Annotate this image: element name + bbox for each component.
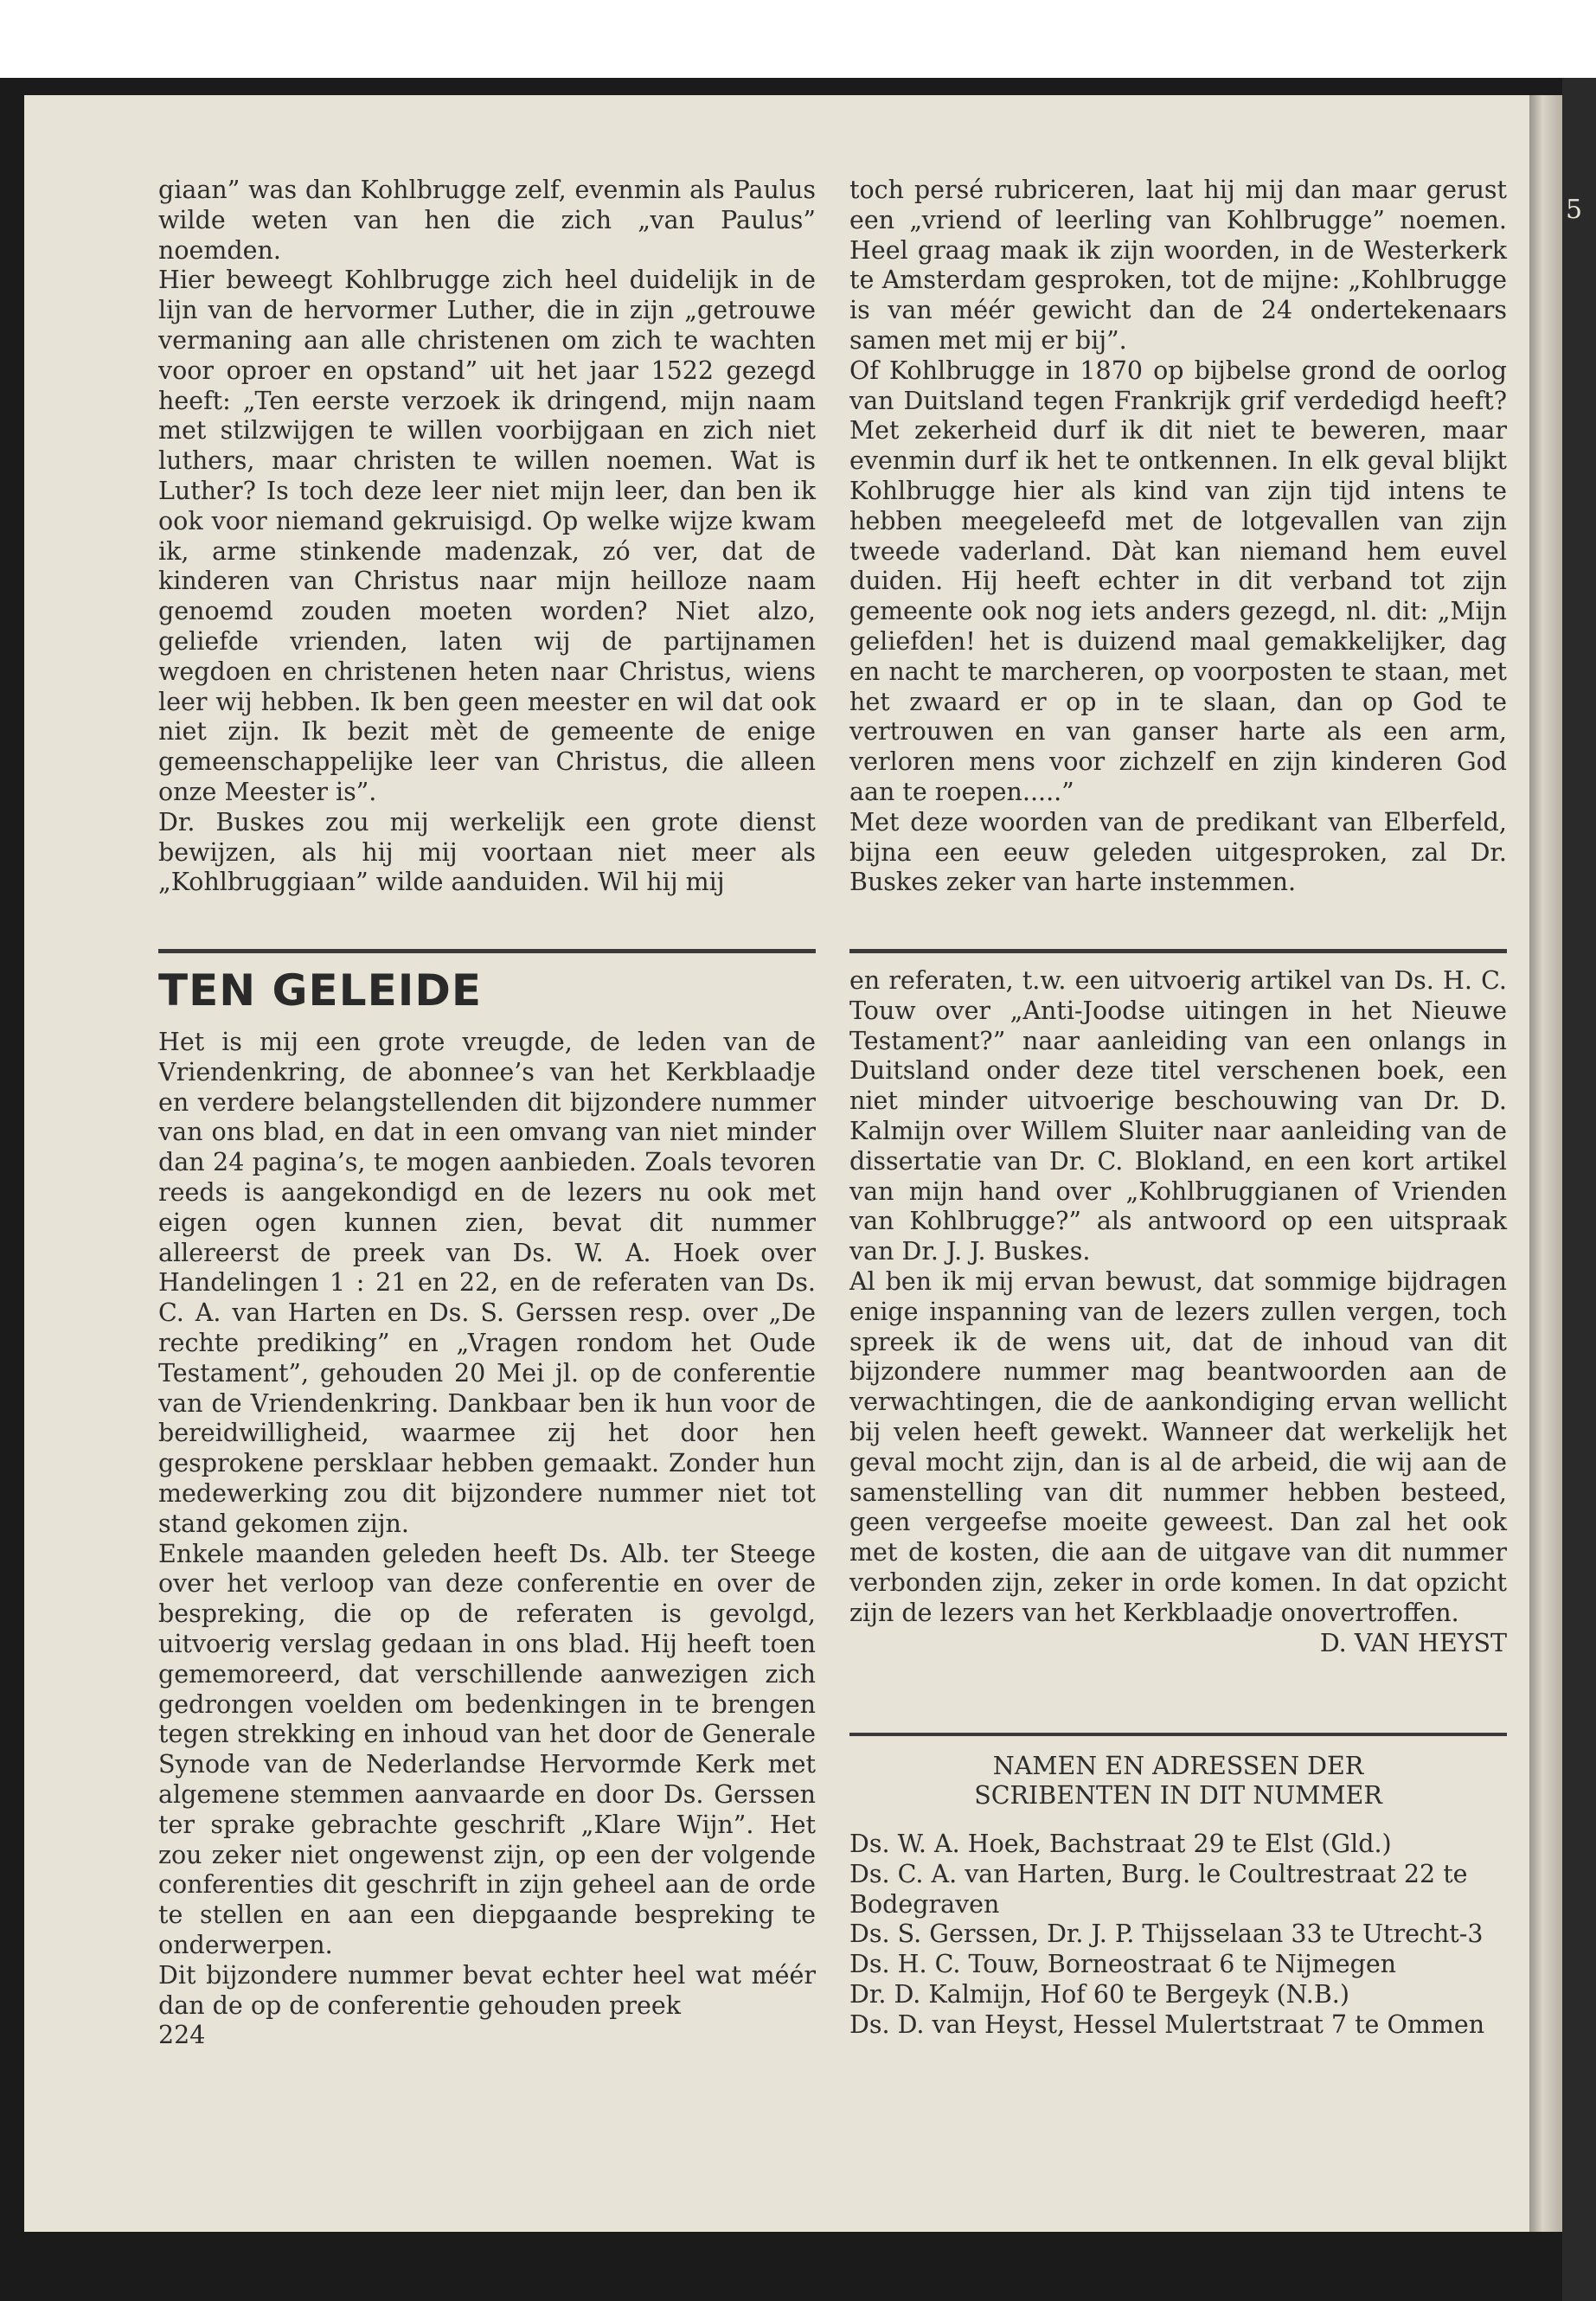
section-divider-left xyxy=(158,949,816,953)
article-continuation-left xyxy=(158,176,816,898)
paragraph: Al ben ik mij ervan bewust, dat sommige bijdragen enige inspanning van de lezers zullen vergen, toch spreek ik de wens uit, dat de inhoud van dit bijzondere nummer mag beantwoorden aan de verwachtingen, die de aankondiging ervan wellicht bij velen heeft gewekt. Wanneer dat werkelijk het geval mocht zijn, dan is al de arbeid, die wij aan de samenstelling van dit nummer hebben besteed, geen vergeefse moeite geweest. Dan zal het ook met de kosten, die aan de uitgave van dit nummer verbonden zijn, zeker in orde komen. In dat opzicht zijn de lezers van het Kerkblaadje onovertroffen. xyxy=(849,1266,1507,1627)
paragraph: Dit bijzondere nummer bevat echter heel wat méér dan de op de conferentie gehouden preek xyxy=(158,1960,816,2020)
paragraph: toch persé rubriceren, laat hij mij dan maar gerust een „vriend of leerling van Kohlbrugge” noemen. Heel graag maak ik zijn woorden, in de Westerkerk te Amsterdam gesproken, tot de mijne: „Kohlbrugge is van méér gewicht dan de 24 ondertekenaars samen met mij er bij”. xyxy=(849,176,1507,355)
section-heading: TEN GELEIDE xyxy=(158,965,482,1016)
names-title-line: NAMEN EN ADRESSEN DER xyxy=(992,1752,1364,1780)
paragraph: Met deze woorden van de predikant van Elberfeld, bijna een eeuw geleden uitgesproken, zal Dr. Buskes zeker van harte instemmen. xyxy=(849,807,1507,897)
ten-geleide-left xyxy=(158,1028,816,2051)
address-entry: Ds. S. Gerssen, Dr. J. P. Thijsselaan 33 te Utrecht-3 xyxy=(849,1920,1484,1949)
names-addresses-block xyxy=(849,1752,1507,2041)
address-entry: Ds. C. A. van Harten, Burg. le Coultrestraat 22 te Bodegraven xyxy=(849,1859,1468,1919)
paragraph: Of Kohlbrugge in 1870 op bijbelse grond de oorlog van Duitsland tegen Frankrijk grif verdedigd heeft? Met zekerheid durf ik dit niet te beweren, maar evenmin durf ik het te ontkennen. In elk geval blijkt Kohlbrugge hier als kind van zijn tijd intens te hebben meegeleefd met de lotgevallen van zijn tweede vaderland. Dàt kan niemand hem euvel duiden. Hij heeft echter in dit verband tot zijn gemeente ook nog iets anders gezegd, nl. dit: „Mijn geliefden! het is duizend maal gemakkelijker, dag en nacht te marcheren, op voorposten te staan, met het zwaard er op in te slaan, dan op God te vertrouwen en van ganser harte als een arm, verloren mens voor zichzelf en zijn kinderen God aan te roepen.....” xyxy=(849,356,1507,806)
margin-page-number: 5 xyxy=(1566,195,1583,225)
article-continuation-right xyxy=(849,176,1507,898)
signature: D. VAN HEYST xyxy=(1319,1628,1507,1657)
section-divider-right xyxy=(849,949,1507,953)
address-entry: Ds. D. van Heyst, Hessel Mulertstraat 7 te Ommen xyxy=(849,2009,1485,2039)
address-entry: Dr. D. Kalmijn, Hof 60 te Bergeyk (N.B.) xyxy=(849,1979,1349,2009)
names-divider xyxy=(849,1733,1507,1736)
names-title-line: SCRIBENTEN IN DIT NUMMER xyxy=(974,1781,1382,1810)
address-entry: Ds. W. A. Hoek, Bachstraat 29 te Elst (Gld.) xyxy=(849,1830,1392,1858)
paragraph: Enkele maanden geleden heeft Ds. Alb. ter Steege over het verloop van deze conferentie en over de bespreking, die op de referaten is gevolgd, uitvoerig verslag gedaan in ons blad. Hij heeft toen gememoreerd, dat verschillende aanwezigen zich gedrongen voelden om bedenkingen in te brengen tegen strekking en inhoud van het door de Generale Synode van de Nederlandse Hervormde Kerk met algemene stemmen aanvaarde en door Ds. Gerssen ter sprake gebrachte geschrift „Klare Wijn”. Het zou zeker niet ongewenst zijn, op een der volgende conferenties dit geschrift in zijn geheel aan de orde te stellen en aan een diepgaande bespreking te onderwerpen. xyxy=(158,1539,816,1959)
paragraph: Dr. Buskes zou mij werkelijk een grote dienst bewijzen, als hij mij voortaan niet meer als „Kohlbruggiaan” wilde aanduiden. Wil hij mij xyxy=(158,807,816,897)
spine-edge xyxy=(1562,78,1596,2301)
paragraph: en referaten, t.w. een uitvoerig artikel van Ds. H. C. Touw over „Anti-Joodse uitingen in het Nieuwe Testament?” naar aanleiding van een onlangs in Duitsland onder deze titel verschenen boek, een niet minder uitvoerige beschouwing van Dr. D. Kalmijn over Willem Sluiter naar aanleiding van de dissertatie van Dr. C. Blokland, en een kort artikel van mijn hand over „Kohlbruggianen of Vrienden van Kohlbrugge?” als antwoord op een uitspraak van Dr. J. J. Buskes. xyxy=(849,966,1507,1266)
paragraph: giaan” was dan Kohlbrugge zelf, evenmin als Paulus wilde weten van hen die zich „van Paulus” noemden. xyxy=(158,176,816,265)
paragraph: Het is mij een grote vreugde, de leden van de Vriendenkring, de abonnee’s van het Kerkblaadje en verdere belangstellenden dit bijzondere nummer van ons blad, en dat in een omvang van niet minder dan 24 pagina’s, te mogen aanbieden. Zoals tevoren reeds is aangekondigd en de lezers nu ook met eigen ogen kunnen zien, bevat dit nummer allereerst de preek van Ds. W. A. Hoek over Handelingen 1 : 21 en 22, en de referaten van Ds. C. A. van Harten en Ds. S. Gerssen resp. over „De rechte prediking” en „Vragen rondom het Oude Testament”, gehouden 20 Mei jl. op de conferentie van de Vriendenkring. Dankbaar ben ik hun voor de bereidwilligheid, waarmee zij het door hen gesprokene persklaar hebben gemaakt. Zonder hun medewerking zou dit bijzondere nummer niet tot stand gekomen zijn. xyxy=(158,1028,816,1538)
address-entry: Ds. H. C. Touw, Borneostraat 6 te Nijmegen xyxy=(849,1950,1397,1979)
paragraph: Hier beweegt Kohlbrugge zich heel duidelijk in de lijn van de hervormer Luther, die in zijn „getrouwe vermaning aan alle christenen om zich te wachten voor oproer en opstand” uit het jaar 1522 gezegd heeft: „Ten eerste verzoek ik dringend, mijn naam met stilzwijgen te willen voorbijgaan en zich niet luthers, maar christen te willen noemen. Wat is Luther? Is toch deze leer niet mijn leer, dan ben ik ook voor niemand gekruisigd. Op welke wijze kwam ik, arme stinkende madenzak, zó ver, dat de kinderen van Christus naar mijn heilloze naam genoemd zouden moeten worden? Niet alzo, geliefde vrienden, laten wij de partijnamen wegdoen en christenen heten naar Christus, wiens leer wij hebben. Ik ben geen meester en wil dat ook niet zijn. Ik bezit mèt de gemeente de enige gemeenschappelijke leer van Christus, die alleen onze Meester is”. xyxy=(158,266,816,806)
names-title xyxy=(849,1752,1507,1811)
ten-geleide-right xyxy=(849,966,1507,1658)
book-spine xyxy=(1529,95,1562,2232)
page-number: 224 xyxy=(158,2021,206,2050)
